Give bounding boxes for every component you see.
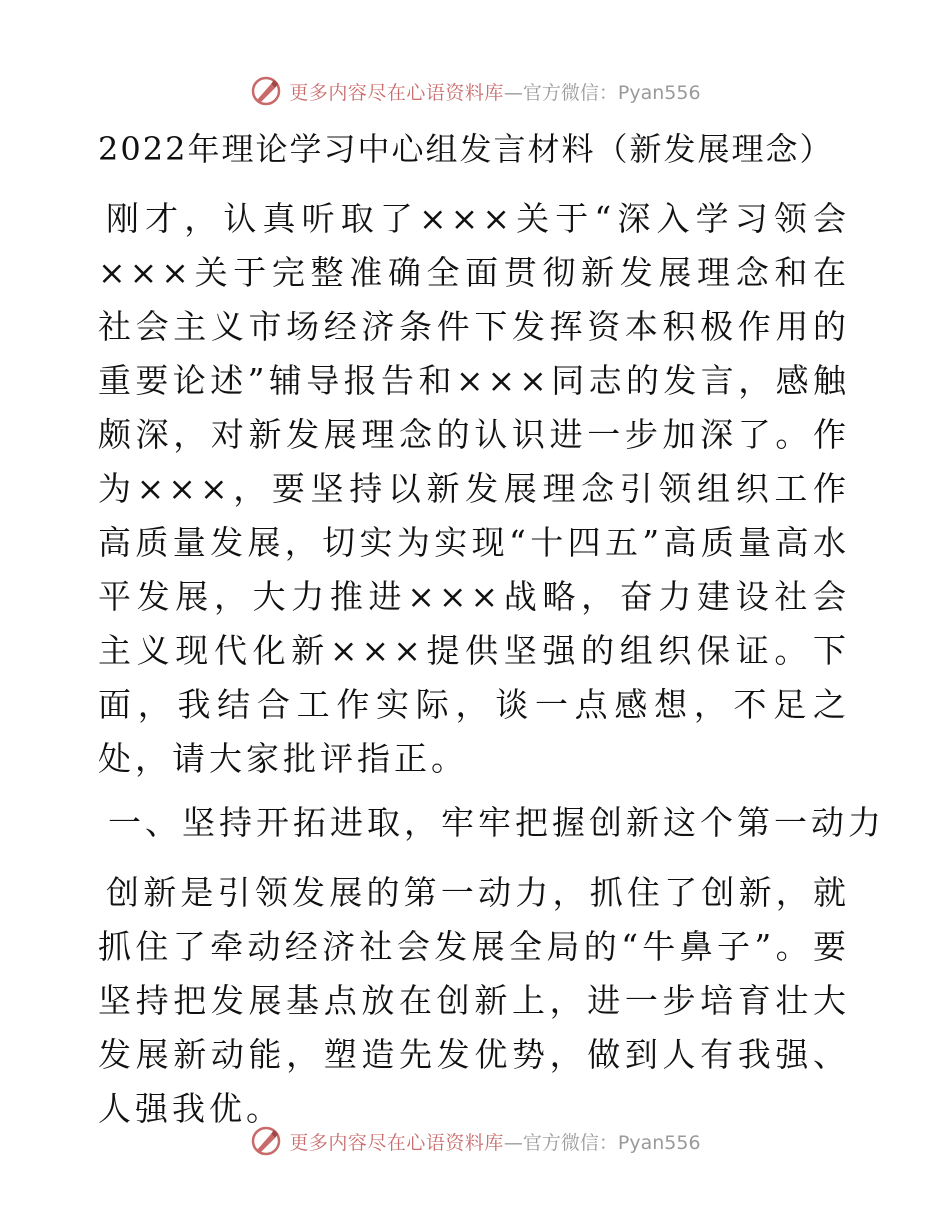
fountain-pen-icon (249, 1124, 283, 1158)
watermark-site-name: 更多内容尽在心语资料库 (289, 81, 504, 104)
watermark-wechat: —官方微信：Pyan556 (503, 1131, 701, 1154)
paragraph-section-1: 创新是引领发展的第一动力，抓住了创新，就抓住了牵动经济社会发展全局的“牛鼻子”。要坚持把发展基点放在创新上，进一步培育壮大发展新动能，塑造先发优势，做到人有我强、人强我优。 (98, 873, 850, 1128)
document-title: 2022年理论学习中心组发言材料（新发展理念） (98, 130, 834, 168)
watermark-header (0, 74, 950, 108)
watermark-footer (0, 1124, 950, 1158)
paragraph-intro: 刚才，认真听取了×××关于“深入学习领会×××关于完整准确全面贯彻新发展理念和在社会主义市场经济条件下发挥资本积极作用的重要论述”辅导报告和×××同志的发言，感触颇深，对新发展理念的认识进一步加深了。作为×××，要坚持以新发展理念引领组织工作高质量发展，切实为实现“十四五”高质量高水平发展，大力推进×××战略，奋力建设社会主义现代化新×××提供坚强的组织保证。下面，我结合工作实际，谈一点感想，不足之处，请大家批评指正。 (98, 199, 850, 778)
watermark-wechat: —官方微信：Pyan556 (503, 81, 701, 104)
watermark-site-name: 更多内容尽在心语资料库 (289, 1131, 504, 1154)
section-heading-1: 一、坚持开拓进取，牢牢把握创新这个第一动力 (108, 803, 885, 842)
fountain-pen-icon (249, 74, 283, 108)
